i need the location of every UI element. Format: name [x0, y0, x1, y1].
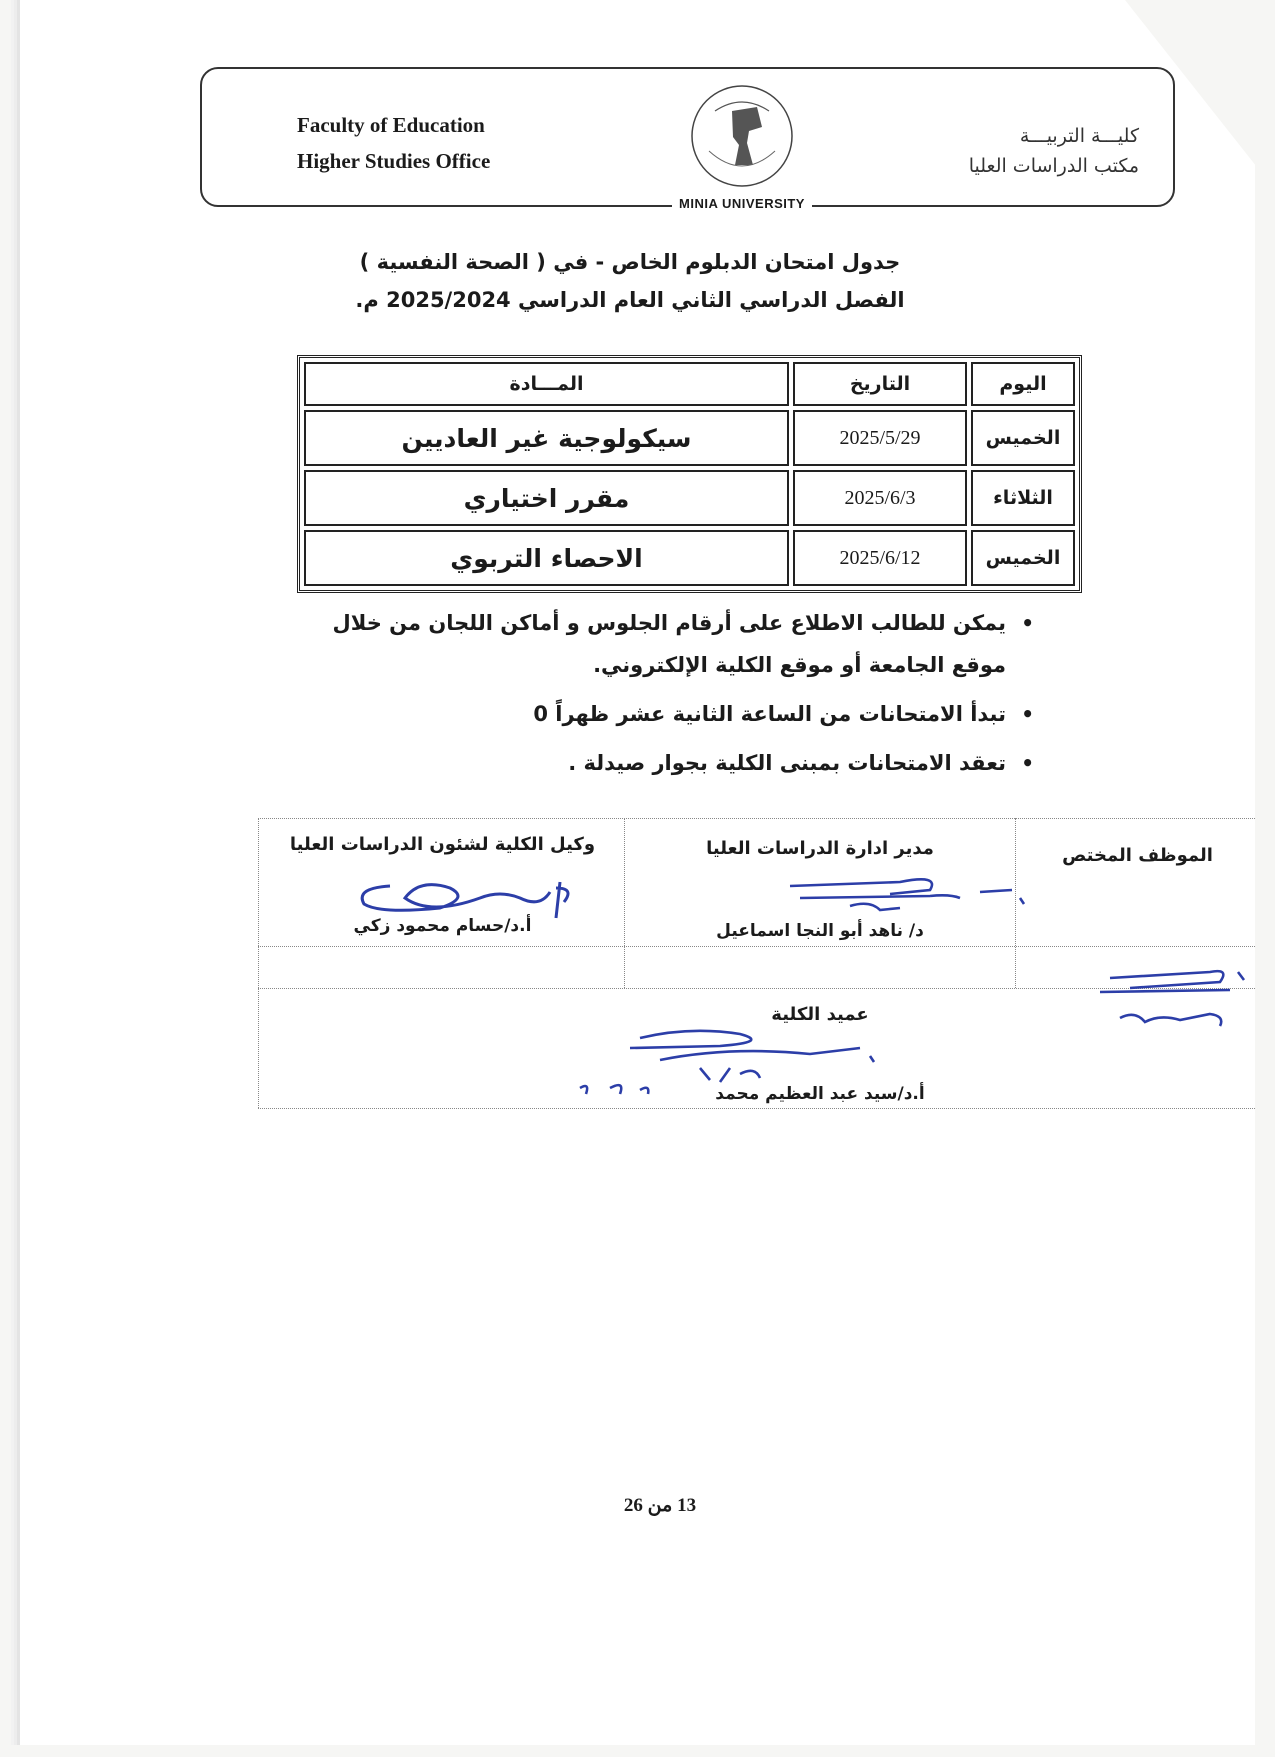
- employee-title: الموظف المختص: [1062, 845, 1213, 866]
- office-name-en: Higher Studies Office: [297, 149, 491, 173]
- document-title: جدول امتحان الدبلوم الخاص - في ( الصحة النفسية ): [359, 250, 901, 274]
- table-row: [304, 470, 1075, 526]
- director-signature-icon: [780, 864, 1030, 924]
- row-day: الخميس: [971, 530, 1075, 586]
- row-day: الثلاثاء: [971, 470, 1075, 526]
- row-subject: مقرر اختياري: [304, 470, 789, 526]
- page-number: 13 من 26: [623, 1495, 697, 1516]
- signature-grid-bottom: [258, 1108, 1255, 1109]
- note-item: • تعقد الامتحانات بمبنى الكلية بجوار صيدلة .: [320, 742, 1040, 784]
- document-page: [20, 0, 1255, 1745]
- nefertiti-logo-icon: [687, 81, 797, 191]
- notes-list: [320, 602, 1040, 791]
- row-date: 2025/5/29: [793, 410, 967, 466]
- table-header-row: [304, 362, 1075, 406]
- letterhead: [200, 67, 1175, 211]
- director-title: مدير ادارة الدراسات العليا: [706, 838, 934, 859]
- office-name-ar: مكتب الدراسات العليا: [968, 155, 1139, 177]
- row-subject: الاحصاء التربوي: [304, 530, 789, 586]
- signature-grid-top: [258, 818, 1255, 819]
- university-logo: [672, 81, 812, 211]
- signature-grid-left: [258, 818, 259, 1108]
- vice-dean-name: أ.د/حسام محمود زكي: [353, 916, 532, 936]
- note-item: • يمكن للطالب الاطلاع على أرقام الجلوس و أماكن اللجان من خلال موقع الجامعة أو موقع الكلية الإلكتروني.: [320, 602, 1040, 686]
- letterhead-english: [297, 107, 490, 179]
- header-date: التاريخ: [793, 362, 967, 406]
- director-name: د/ ناهد أبو النجا اسماعيل: [716, 921, 924, 941]
- dean-title: عميد الكلية: [771, 1004, 869, 1025]
- header-subject: المـــادة: [304, 362, 789, 406]
- exam-schedule-table: [297, 355, 1082, 593]
- vice-dean-title: وكيل الكلية لشئون الدراسات العليا: [289, 834, 596, 855]
- signature-grid-mid: [258, 946, 1255, 947]
- signature-grid-divider: [624, 818, 625, 988]
- row-subject: سيكولوجية غير العاديين: [304, 410, 789, 466]
- row-date: 2025/6/3: [793, 470, 967, 526]
- table-row: [304, 410, 1075, 466]
- faculty-name-ar: كليـــة التربيـــة: [1019, 125, 1139, 147]
- faculty-name-en: Faculty of Education: [297, 113, 485, 137]
- dean-name: أ.د/سيد عبد العظيم محمد: [715, 1084, 925, 1104]
- row-day: الخميس: [971, 410, 1075, 466]
- header-day: اليوم: [971, 362, 1075, 406]
- table-row: [304, 530, 1075, 586]
- row-date: 2025/6/12: [793, 530, 967, 586]
- note-item: • تبدأ الامتحانات من الساعة الثانية عشر ظهراً 0: [320, 693, 1040, 735]
- logo-text: MINIA UNIVERSITY: [672, 196, 812, 211]
- letterhead-arabic: [969, 121, 1139, 181]
- document-subtitle: الفصل الدراسي الثاني العام الدراسي 2025/2024 م.: [355, 288, 905, 312]
- employee-signature-icon: [1090, 960, 1255, 1040]
